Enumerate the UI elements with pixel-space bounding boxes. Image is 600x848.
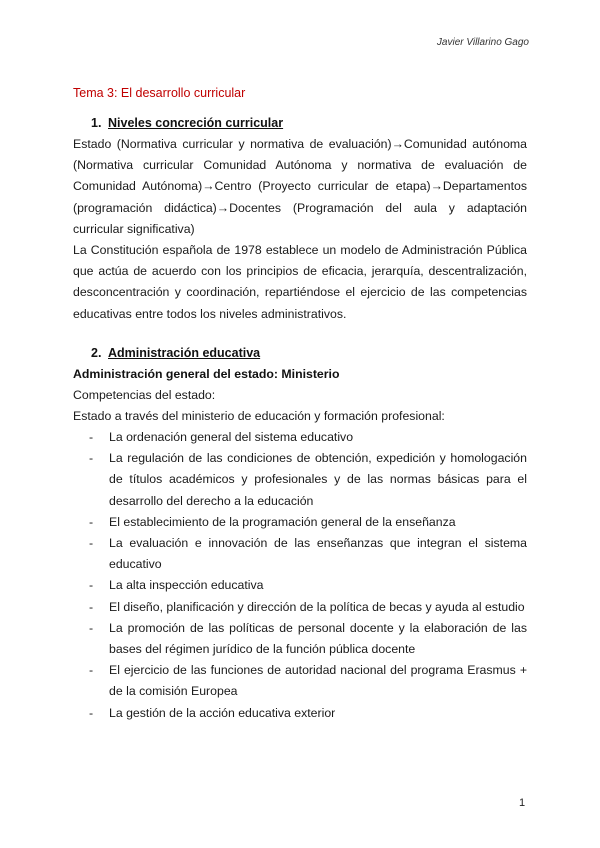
list-item-text: La ordenación general del sistema educativo — [109, 430, 354, 444]
bullet-marker: - — [89, 451, 94, 466]
paragraph: La Constitución española de 1978 establece un modelo de Administración Pública que actúa de acuerdo con los principios de eficacia, jerarquía, descentralización, desconcentración y coordinación, repartiéndose el ejercicio de las competencias educativas entre todos los niveles administrativos. — [73, 243, 527, 321]
list-item-text: El diseño, planificación y dirección de la política de becas y ayuda al estudio — [109, 599, 525, 614]
list-item-text: La gestión de la acción educativa exterior — [109, 705, 336, 720]
paragraph: Estado (Normativa curricular y normativa de evaluación)→Comunidad autónoma (Normativa curricular Comunidad Autónoma y normativa de evaluación de Comunidad Autónoma)→Centro (Proyecto curricular de etapa)→Departamentos (programación didáctica)→Docentes (Programación del aula y adaptación curricular significativa) — [73, 137, 527, 236]
list-item — [73, 533, 527, 575]
list-item — [73, 618, 527, 660]
section-heading-2 — [91, 346, 260, 360]
list-item-text: La evaluación e innovación de las enseñanzas que integran el sistema educativo — [109, 536, 527, 572]
section-number: 2. — [91, 346, 102, 360]
section-number: 1. — [91, 116, 102, 130]
section-heading-1 — [91, 116, 283, 130]
bullet-marker: - — [89, 620, 94, 635]
section-heading-text: Administración educativa — [108, 346, 261, 360]
bullet-marker: - — [89, 705, 94, 720]
bullet-marker: - — [89, 514, 94, 529]
bullet-marker: - — [89, 536, 94, 551]
bullet-marker: - — [89, 599, 94, 614]
list-item — [73, 575, 527, 596]
list-item-text: La alta inspección educativa — [109, 578, 264, 593]
list-item-text: La regulación de las condiciones de obtención, expedición y homologación de títulos académicos y profesionales y de las normas básicas para el desarrollo del derecho a la educación — [109, 451, 527, 508]
competencias-list — [73, 427, 527, 724]
list-item-text: La promoción de las políticas de personal docente y la elaboración de las bases del régimen jurídico de la función pública docente — [109, 620, 527, 657]
body-line: Estado a través del ministerio de educación y formación profesional: — [73, 409, 445, 423]
list-item — [73, 597, 527, 618]
page-title: Tema 3: El desarrollo curricular — [73, 86, 246, 100]
list-item — [73, 660, 527, 702]
list-item-text: El ejercicio de las funciones de autoridad nacional del programa Erasmus + de la comisión Europea — [109, 663, 527, 699]
list-item — [73, 703, 527, 724]
list-item — [73, 427, 527, 448]
bullet-marker: - — [89, 430, 94, 444]
subheading: Administración general del estado: Ministerio — [73, 367, 340, 381]
list-item — [73, 448, 527, 512]
list-item-text: El establecimiento de la programación general de la enseñanza — [109, 514, 456, 529]
section-1-body — [73, 134, 527, 325]
bullet-marker: - — [89, 663, 94, 678]
header-author: Javier Villarino Gago — [436, 37, 529, 48]
bullet-marker: - — [89, 578, 94, 593]
body-line: Competencias del estado: — [73, 388, 216, 402]
section-heading-text: Niveles concreción curricular — [108, 116, 284, 130]
page-number: 1 — [519, 797, 526, 809]
list-item — [73, 512, 527, 533]
